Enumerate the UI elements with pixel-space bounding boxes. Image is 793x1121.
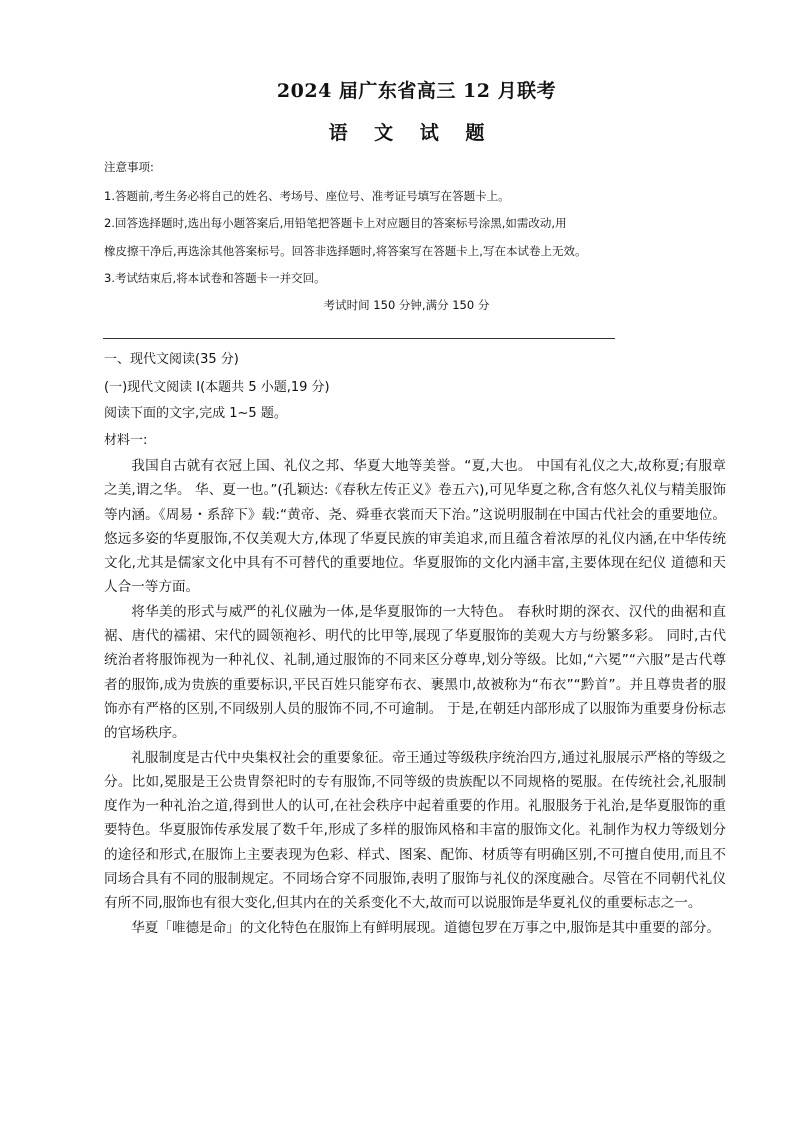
paragraph: 我国自古就有衣冠上国、礼仪之邦、华夏大地等美誉。“夏,大也。 中国有礼仪之大,故称夏;有服章之美,谓之华。 华、夏一也。”(孔颖达:《春秋左传正义》卷五六),可见华夏之称,含有悠久礼仪与精美服饰等内涵。《周易・系辞下》载:“黄帝、尧、舜垂衣裳而天下治。”这说明服制在中国古代社会的重要地位。悠远多姿的华夏服饰,不仅美观大方,体现了华夏民族的审美追求,而且蕴含着浓厚的礼仪内涵,在中华传统文化,尤其是儒家文化中具有不可替代的重要地位。华夏服饰的文化内涵丰富,主要体现在纪仪 道德和天人合一等方面。 [104, 458, 726, 596]
material-body [104, 454, 726, 940]
exam-subtitle: 语 文 试 题 [328, 122, 495, 144]
notice-item: 1.答题前,考生务必将自己的姓名、考场号、座位号、准考证号填写在答题卡上。 [104, 189, 510, 203]
notice-item: 3.考试结束后,将本试卷和答题卡一并交回。 [104, 271, 326, 285]
section-heading: 一、现代文阅读(35 分) [104, 352, 239, 367]
reading-instruction: 阅读下面的文字,完成 1~5 题。 [104, 406, 287, 421]
paragraph: 华夏「唯德是命」的文化特色在服饰上有鲜明展现。道德包罗在万事之中,服饰是其中重要的部分。 [131, 919, 721, 936]
notice-item: 橡皮擦干净后,再选涂其他答案标号。回答非选择题时,将答案写在答题卡上,写在本试卷上无效。 [104, 244, 587, 258]
paragraph: 将华美的形式与威严的礼仪融为一体,是华夏服饰的一大特色。 春秋时期的深衣、汉代的曲裾和直裾、唐代的襦裙、宋代的圆领袍衫、明代的比甲等,展现了华夏服饰的美观大方与纷繁多彩。 同时,古代统治者将服饰视为一种礼仪、礼制,通过服饰的不同来区分尊卑,划分等级。比如,“六冕”“六服”是古代尊者的服饰,成为贵族的重要标识,平民百姓只能穿布衣、裹黑巾,故被称为“布衣”“黔首”。并且尊贵者的服饰亦有严格的区别,不同级别人员的服饰不同,不可逾制。 于是,在朝廷内部形成了以服饰为重要身份标志的官场秩序。 [104, 603, 726, 742]
notice-item: 2.回答选择题时,选出每小题答案后,用铅笔把答题卡上对应题目的答案标号涂黑,如需改动,用 [104, 216, 567, 230]
exam-time: 考试时间 150 分钟,满分 150 分 [323, 298, 490, 312]
exam-title: 2024 届广东省高三 12 月联考 [276, 80, 557, 102]
notice-heading: 注意事项: [104, 160, 154, 174]
paragraph: 礼服制度是古代中央集权社会的重要象征。帝王通过等级秩序统治四方,通过礼服展示严格的等级之分。比如,冕服是王公贵胄祭祀时的专有服饰,不同等级的贵族配以不同规格的冕服。在传统社会,礼服制度作为一种礼治之道,得到世人的认可,在社会秩序中起着重要的作用。礼服服务于礼治,是华夏服饰的重要特色。华夏服饰传承发展了数千年,形成了多样的服饰风格和丰富的服饰文化。礼制作为权力等级划分的途径和形式,在服饰上主要表现为色彩、样式、图案、配饰、材质等有明确区别,不可擅自使用,而且不同场合具有不同的服制规定。不同场合穿不同服饰,表明了服饰与礼仪的深度融合。尽管在不同朝代礼仪有所不同,服饰也有很大变化,但其内在的关系变化不大,故而可以说服饰是华夏礼仪的重要标志之一。 [104, 749, 726, 912]
subsection-heading: (一)现代文阅读 Ⅰ(本题共 5 小题,19 分) [104, 380, 330, 395]
material-label: 材料一: [104, 433, 148, 448]
divider-line [103, 338, 615, 339]
